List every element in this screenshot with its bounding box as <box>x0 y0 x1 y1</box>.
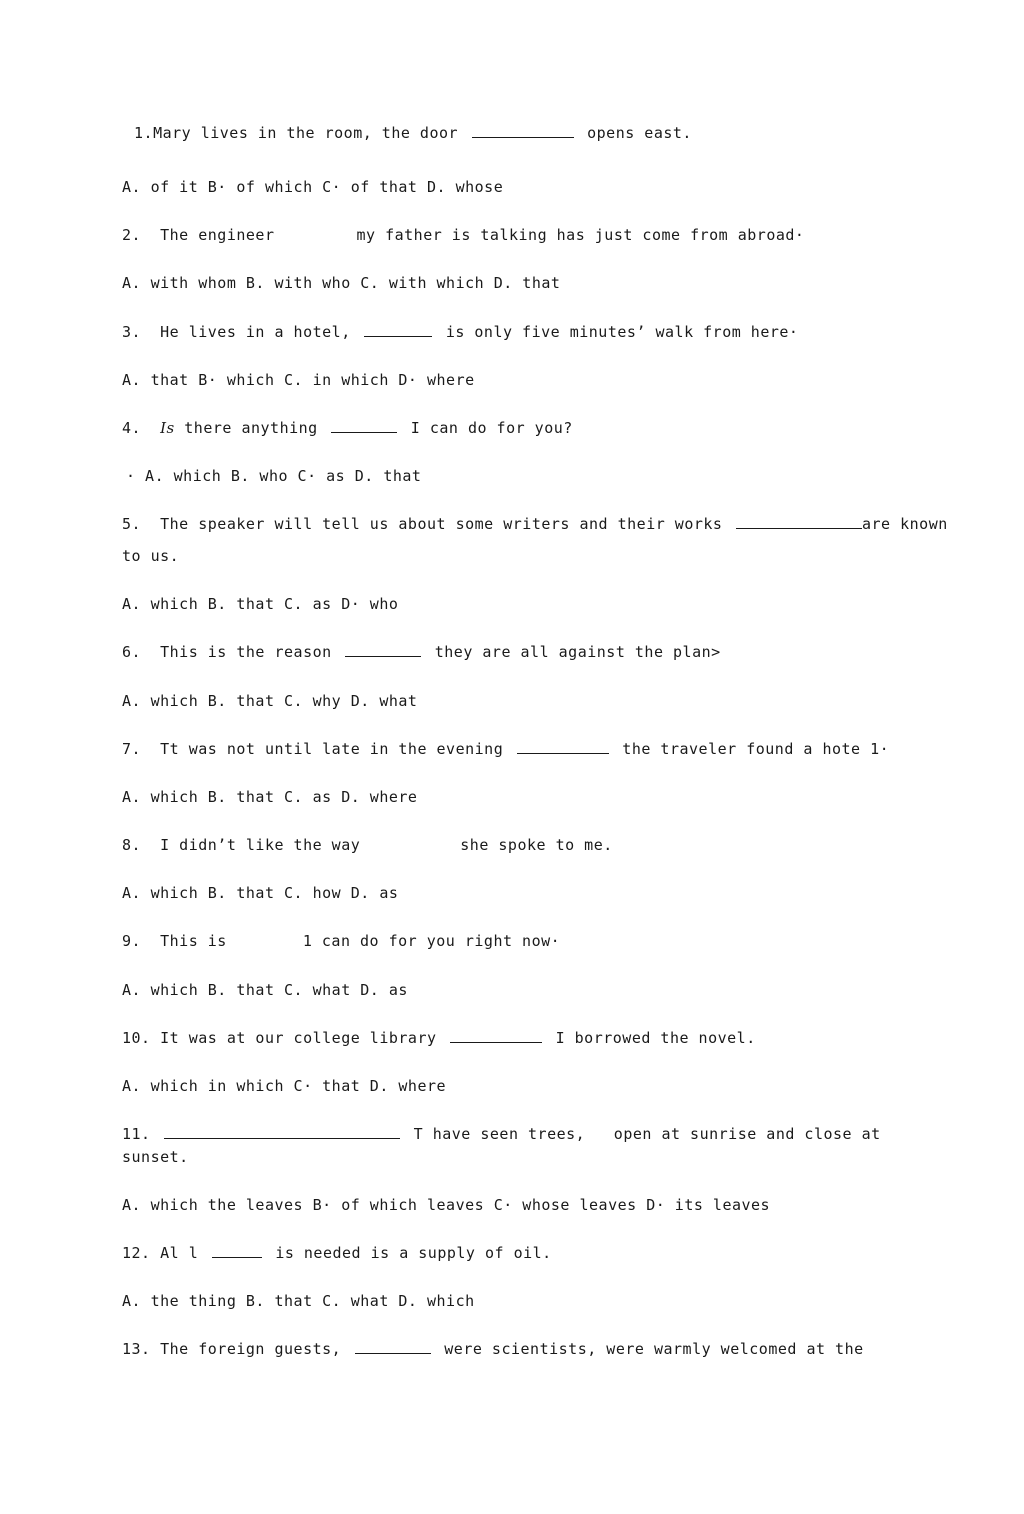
question-10-options: A. which in which C· that D. where <box>122 1077 447 1095</box>
answer-blank <box>364 322 432 337</box>
answer-blank <box>212 1243 262 1258</box>
question-1-options: A. of it B· of which C· of that D. whose <box>122 178 504 196</box>
question-1-stem: 1.Mary lives in the room, the door opens east. <box>134 124 692 142</box>
question-9-stem: 9. This is 1 can do for you right now· <box>122 932 561 950</box>
question-8-options: A. which B. that C. how D. as <box>122 884 399 902</box>
question-12-options: A. the thing B. that C. what D. which <box>122 1292 475 1310</box>
answer-blank <box>517 739 609 754</box>
answer-blank <box>472 123 574 138</box>
question-4-options: · A. which B. who C· as D. that <box>126 467 422 485</box>
question-7-options: A. which B. that C. as D. where <box>122 788 418 806</box>
question-4-stem: 4. Is there anything I can do for you? <box>122 419 573 437</box>
answer-blank <box>164 1124 400 1139</box>
question-10-stem: 10. It was at our college library I borrowed the novel. <box>122 1029 756 1047</box>
question-9-options: A. which B. that C. what D. as <box>122 981 408 999</box>
answer-blank <box>355 1339 431 1354</box>
question-3-options: A. that B· which C. in which D· where <box>122 371 475 389</box>
answer-blank <box>331 418 397 433</box>
question-7-stem: 7. Tt was not until late in the evening the traveler found a hote 1· <box>122 740 890 758</box>
question-5-stem-cont: to us. <box>122 547 180 565</box>
question-6-stem: 6. This is the reason they are all against the plan> <box>122 643 721 661</box>
question-12-stem: 12. Al l is needed is a supply of oil. <box>122 1244 552 1262</box>
answer-blank <box>345 642 421 657</box>
question-3-stem: 3. He lives in a hotel, is only five minutes’ walk from here· <box>122 323 799 341</box>
question-2-options: A. with whom B. with who C. with which D. that <box>122 274 561 292</box>
question-11-options: A. which the leaves B· of which leaves C· whose leaves D· its leaves <box>122 1196 771 1214</box>
question-11-stem: 11. T have seen trees, open at sunrise and close at <box>122 1125 881 1143</box>
question-6-options: A. which B. that C. why D. what <box>122 692 418 710</box>
answer-blank <box>450 1028 542 1043</box>
question-5-stem: 5. The speaker will tell us about some writers and their works are known <box>122 515 948 533</box>
question-5-options: A. which B. that C. as D· who <box>122 595 399 613</box>
question-8-stem: 8. I didn’t like the way she spoke to me. <box>122 836 613 854</box>
question-11-stem-cont: sunset. <box>122 1148 189 1166</box>
question-13-stem: 13. The foreign guests, were scientists, were warmly welcomed at the <box>122 1340 864 1358</box>
answer-blank <box>736 514 862 529</box>
question-2-stem: 2. The engineer my father is talking has just come from abroad· <box>122 226 805 244</box>
